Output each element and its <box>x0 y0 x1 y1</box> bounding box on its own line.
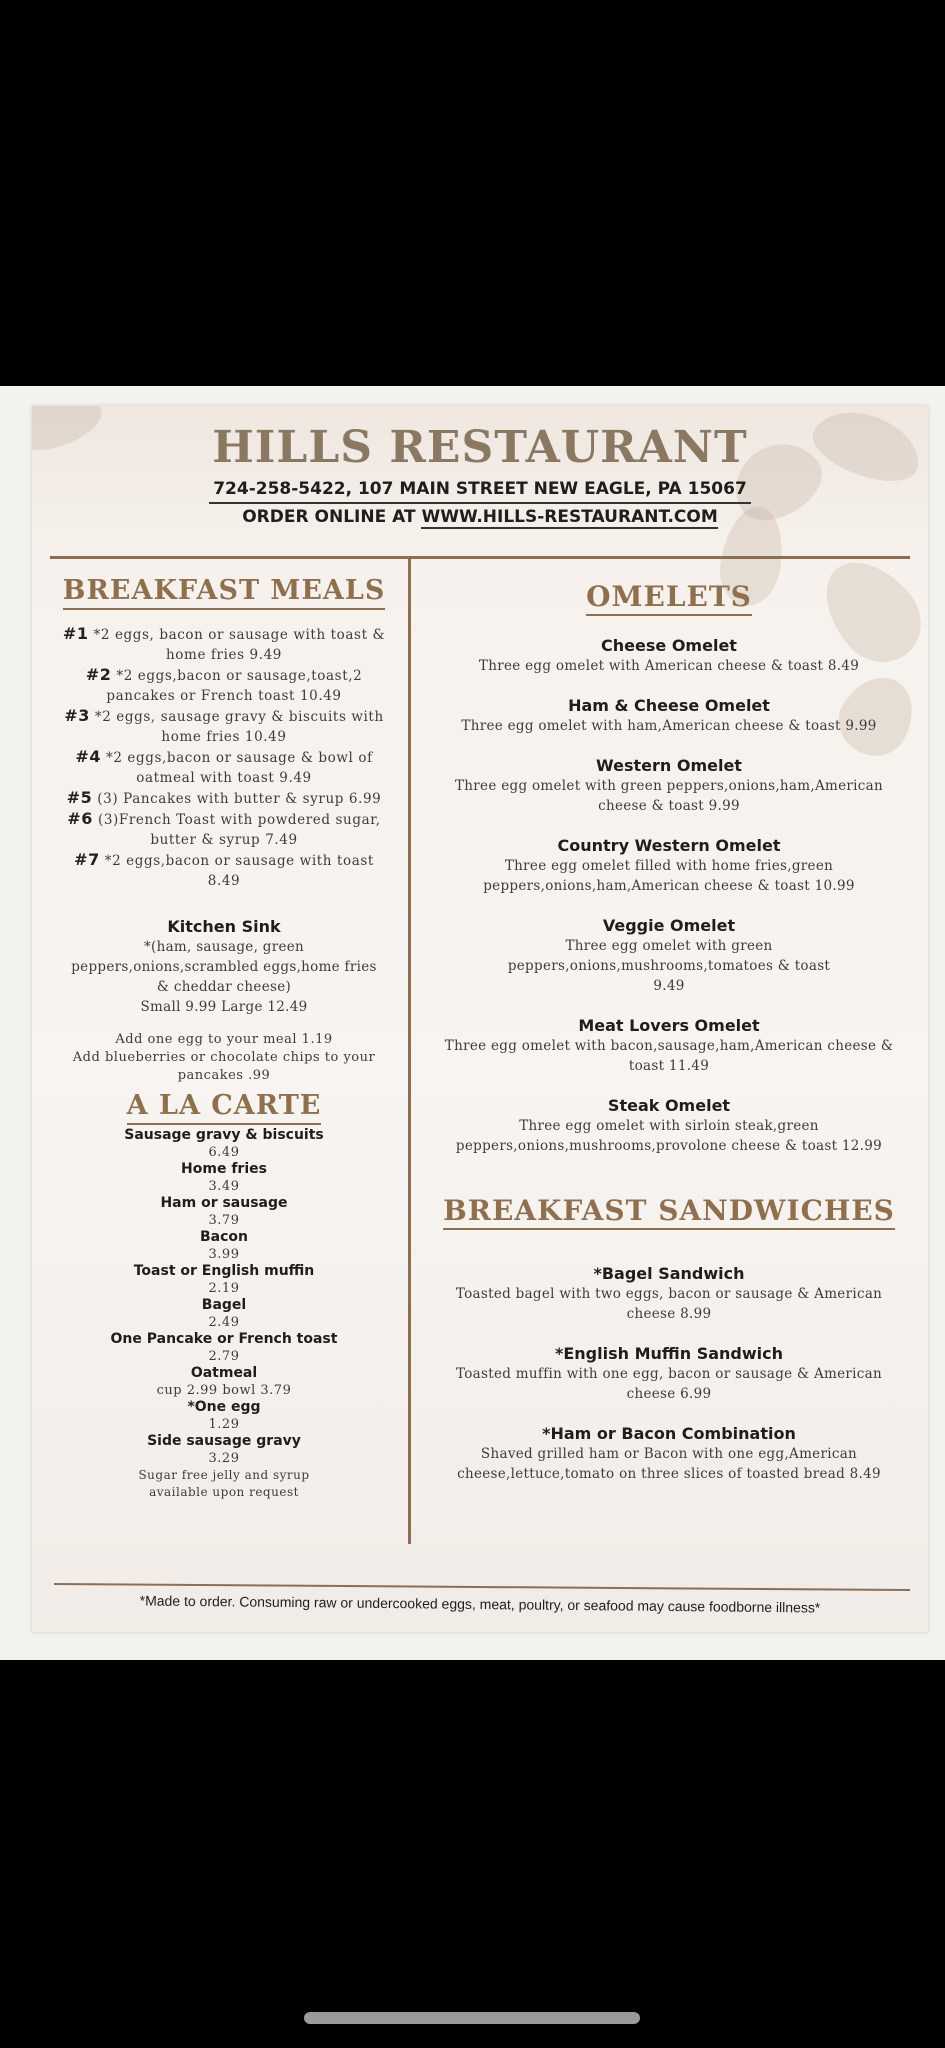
left-column <box>46 574 402 1501</box>
carte-item-name: Bagel <box>201 1297 247 1313</box>
add-egg-note: Add one egg to your meal 1.19 <box>115 1032 333 1047</box>
kitchen-sink <box>46 917 402 1017</box>
omelet-name: Steak Omelet <box>607 1096 731 1115</box>
omelet-desc: Three egg omelet with bacon,sausage,ham,American cheese & toast 11.49 <box>444 1038 894 1074</box>
a-la-carte-title: A LA CARTE <box>127 1089 322 1125</box>
omelet-desc: Three egg omelet with American cheese & toast 8.49 <box>478 658 860 674</box>
order-prefix: ORDER ONLINE AT <box>242 507 422 527</box>
meal-item: #2 *2 eggs,bacon or sausage,toast,2 pancakes or French toast 10.49 <box>85 665 363 704</box>
sandwich-item <box>430 1344 908 1404</box>
breakfast-meals-list <box>46 624 402 891</box>
omelet-item <box>430 916 908 996</box>
carte-item-name: Ham or sausage <box>160 1195 288 1211</box>
omelet-name: Veggie Omelet <box>602 916 736 935</box>
omelet-item <box>430 756 908 816</box>
omelet-name: Cheese Omelet <box>601 636 737 655</box>
meal-item: #3 *2 eggs, sausage gravy & biscuits with home fries 10.49 <box>64 706 384 745</box>
meal-item: #7 *2 eggs,bacon or sausage with toast 8.49 <box>74 850 374 889</box>
omelet-desc: Three egg omelet filled with home fries,green peppers,onions,ham,American cheese & toast 10.99 <box>483 858 855 894</box>
carte-item-name: Oatmeal <box>190 1365 258 1381</box>
breakfast-sandwiches-title: BREAKFAST SANDWICHES <box>443 1194 895 1230</box>
a-la-carte-list <box>46 1127 402 1501</box>
sandwiches-list <box>420 1264 918 1484</box>
breakfast-meals-title: BREAKFAST MEALS <box>63 574 386 610</box>
carte-item-name: Sausage gravy & biscuits <box>124 1127 324 1143</box>
carte-item-price: 1.29 <box>208 1417 240 1432</box>
sandwich-item <box>430 1424 908 1484</box>
carte-item-price: 2.19 <box>208 1281 240 1296</box>
carte-item-price: 6.49 <box>208 1145 240 1160</box>
restaurant-name: HILLS RESTAURANT <box>212 422 748 473</box>
omelet-item <box>430 636 908 676</box>
food-safety-disclaimer: *Made to order. Consuming raw or undercooked eggs, meat, poultry, or seafood may cause foodborne illness* <box>139 1592 821 1616</box>
carte-item-price: 2.49 <box>208 1315 240 1330</box>
kitchen-sink-desc: *(ham, sausage, green peppers,onions,scrambled eggs,home fries & cheddar cheese) <box>71 939 377 995</box>
sandwich-name: *Bagel Sandwich <box>593 1264 745 1283</box>
omelet-name: Western Omelet <box>596 756 742 775</box>
carte-item-price: 3.99 <box>208 1247 240 1262</box>
meal-item: #6 (3)French Toast with powdered sugar, butter & syrup 7.49 <box>67 809 381 848</box>
sandwich-item <box>430 1264 908 1324</box>
carte-item-price: 3.29 <box>208 1451 240 1466</box>
column-divider <box>408 558 411 1544</box>
menu-page <box>32 406 928 1632</box>
contact-line: 724-258-5422, 107 MAIN STREET NEW EAGLE, PA 15067 <box>209 476 751 504</box>
omelet-name: Country Western Omelet <box>557 836 781 855</box>
meal-item: #4 *2 eggs,bacon or sausage & bowl of oatmeal with toast 9.49 <box>75 747 373 786</box>
meal-item: #1 *2 eggs, bacon or sausage with toast & home fries 9.49 <box>62 624 386 663</box>
carte-item-name: Home fries <box>181 1161 267 1177</box>
sandwich-desc: Toasted muffin with one egg, bacon or sausage & American cheese 6.99 <box>456 1366 882 1402</box>
omelets-list <box>420 636 918 1156</box>
sandwich-desc: Toasted bagel with two eggs, bacon or sausage & American cheese 8.99 <box>455 1286 883 1322</box>
sandwich-name: *Ham or Bacon Combination <box>542 1424 796 1443</box>
omelet-item <box>430 1016 908 1076</box>
carte-item-name: Side sausage gravy <box>147 1433 301 1449</box>
right-column <box>420 574 918 1484</box>
carte-item-name: Bacon <box>199 1229 248 1245</box>
carte-item-price: 2.79 <box>208 1349 240 1364</box>
sugar-free-note: Sugar free jelly and syrup available upon request <box>138 1468 310 1499</box>
footer-divider <box>54 1583 910 1591</box>
meal-item: #5 (3) Pancakes with butter & syrup 6.99 <box>66 788 382 807</box>
header-divider <box>50 556 910 559</box>
omelet-item <box>430 836 908 896</box>
omelet-desc: Three egg omelet with green peppers,onions,ham,American cheese & toast 9.99 <box>455 778 883 814</box>
add-blueberries-note: Add blueberries or chocolate chips to your pancakes .99 <box>72 1050 376 1083</box>
carte-item-name: One Pancake or French toast <box>110 1331 338 1347</box>
carte-item-price: 3.49 <box>208 1179 240 1194</box>
carte-item-name: Toast or English muffin <box>133 1263 315 1279</box>
omelet-item <box>430 1096 908 1156</box>
kitchen-sink-price: Small 9.99 Large 12.49 <box>140 999 308 1015</box>
omelets-title: OMELETS <box>586 580 752 616</box>
carte-item-name: *One egg <box>187 1399 261 1415</box>
omelet-item <box>430 696 908 736</box>
omelet-desc: Three egg omelet with ham,American cheese & toast 9.99 <box>461 718 877 734</box>
omelet-name: Ham & Cheese Omelet <box>568 696 770 715</box>
order-online-line <box>32 504 928 530</box>
omelet-desc: Three egg omelet with sirloin steak,green peppers,onions,mushrooms,provolone cheese & toast 12.99 <box>455 1118 883 1154</box>
sandwich-name: *English Muffin Sandwich <box>554 1344 783 1363</box>
add-ons <box>46 1031 402 1085</box>
carte-item-price: 3.79 <box>208 1213 240 1228</box>
kitchen-sink-name: Kitchen Sink <box>167 917 281 936</box>
sandwich-desc: Shaved grilled ham or Bacon with one egg,American cheese,lettuce,tomato on three slices of toasted bread 8.49 <box>457 1446 881 1482</box>
omelet-desc: Three egg omelet with green peppers,onions,mushrooms,tomatoes & toast 9.49 <box>507 938 831 994</box>
omelet-name: Meat Lovers Omelet <box>578 1016 760 1035</box>
menu-header <box>32 422 928 530</box>
order-url: WWW.HILLS-RESTAURANT.COM <box>421 507 718 527</box>
carte-item-price: cup 2.99 bowl 3.79 <box>156 1383 292 1398</box>
menu-photo <box>0 386 945 1660</box>
home-indicator[interactable] <box>304 2012 640 2024</box>
